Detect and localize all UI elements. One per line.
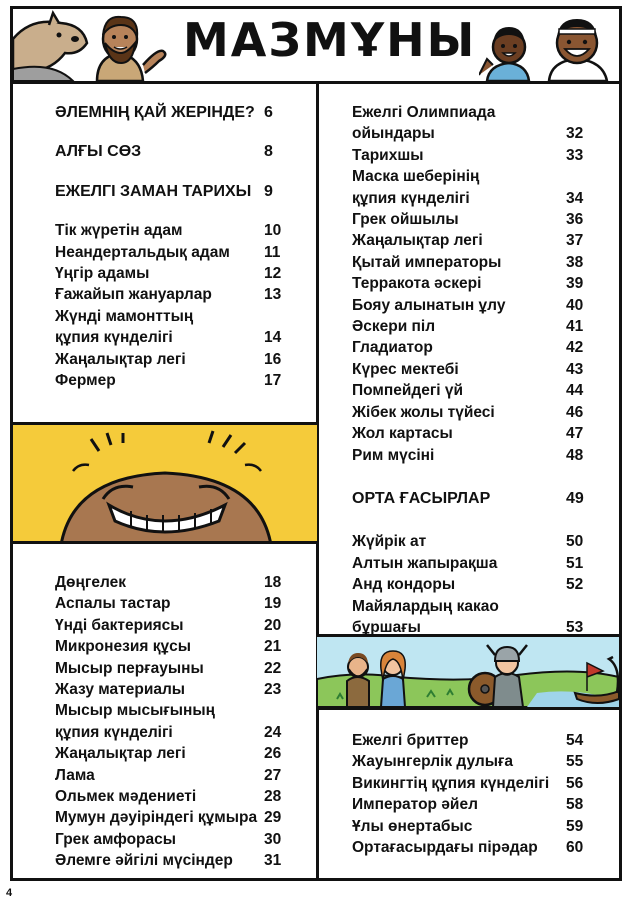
toc-entry[interactable]: Лама 27 xyxy=(55,766,282,784)
toc-entry[interactable]: Мысыр мысығының xyxy=(55,702,215,720)
toc-entry[interactable]: Үңгір адамы 12 xyxy=(55,265,282,283)
toc-entry[interactable]: Ежелгі Олимпиада xyxy=(352,104,496,121)
toc-entry[interactable]: Жол картасы 47 xyxy=(352,425,584,443)
toc-entry[interactable]: Жібек жолы түйесі 46 xyxy=(352,403,584,421)
toc-entry[interactable]: Дөңгелек 18 xyxy=(55,574,282,591)
toc-entry[interactable]: Грек ойшылы 36 xyxy=(352,211,584,229)
toc-entry-section[interactable]: ЕЖЕЛГІ ЗАМАН ТАРИХЫ 9 xyxy=(55,182,273,200)
toc-entry[interactable]: Тарихшы 33 xyxy=(352,146,584,164)
toc-entry[interactable]: Ұлы өнертабыс 59 xyxy=(352,817,584,835)
toc-entry[interactable]: Император әйел 58 xyxy=(352,796,584,814)
toc-entry[interactable]: құпия күнделігі 34 xyxy=(352,189,584,207)
toc-entry[interactable]: Жаңалықтар легі 26 xyxy=(55,745,282,763)
toc-left-top xyxy=(55,102,290,391)
toc-entry[interactable]: Грек амфорасы 30 xyxy=(55,830,282,848)
toc-entry[interactable]: Аспалы тастар 19 xyxy=(55,595,282,613)
toc-entry[interactable]: құпия күнделігі 14 xyxy=(55,329,282,347)
toc-entry-section[interactable]: ОРТА ҒАСЫРЛАР 49 xyxy=(352,489,584,507)
toc-entry[interactable]: бұршағы 53 xyxy=(352,618,584,636)
toc-entry[interactable]: Жаңалықтар легі 37 xyxy=(352,232,584,250)
toc-entry[interactable]: Үнді бактериясы 20 xyxy=(55,616,282,634)
toc-entry[interactable]: Микронезия құсы 21 xyxy=(55,638,282,656)
toc-entry[interactable]: Маска шеберінің xyxy=(352,168,480,186)
toc-entry[interactable]: Ольмек мәдениеті 28 xyxy=(55,788,282,806)
toc-entry[interactable]: Тік жүретін адам 10 xyxy=(55,222,282,240)
toc-entry[interactable]: Жазу материалы 23 xyxy=(55,681,282,699)
toc-entry[interactable]: Әлемге әйгілі мүсіндер 31 xyxy=(55,852,282,870)
toc-entry[interactable]: Жаңалықтар легі 16 xyxy=(55,350,282,368)
toc-entry-section[interactable]: АЛҒЫ СӨЗ 8 xyxy=(55,143,273,161)
toc-entry[interactable]: Күрес мектебі 43 xyxy=(352,360,584,378)
toc-entry[interactable]: Майялардың какао xyxy=(352,597,499,615)
toc-entry[interactable]: Рим мүсіні 48 xyxy=(352,446,584,464)
toc-entry[interactable]: Ежелгі бриттер 54 xyxy=(352,732,584,749)
toc-entry[interactable]: Мысыр перғауыны 22 xyxy=(55,659,282,677)
toc-right-bottom xyxy=(352,730,592,858)
toc-entry[interactable]: Терракота әскері 39 xyxy=(352,275,584,293)
toc-entry-section[interactable]: ӘЛЕМНІҢ ҚАЙ ЖЕРІНДЕ? 6 xyxy=(55,104,273,121)
toc-entry[interactable]: Фермер 17 xyxy=(55,372,282,390)
toc-entry[interactable]: Әскери піл 41 xyxy=(352,318,584,336)
page-number: 4 xyxy=(6,887,13,899)
toc-entry[interactable]: Неандертальдық адам 11 xyxy=(55,243,281,261)
toc-entry[interactable]: Анд кондоры 52 xyxy=(352,576,584,594)
toc-entry[interactable]: құпия күнделігі 24 xyxy=(55,723,282,741)
children-illustration xyxy=(479,9,619,81)
header-banner xyxy=(10,6,622,84)
toc-left-bottom xyxy=(55,572,290,872)
toc-entry[interactable]: Помпейдегі үй 44 xyxy=(352,382,584,400)
toc-entry[interactable]: Жауынгерлік дулыға 55 xyxy=(352,753,584,771)
smiling-face-panel xyxy=(10,422,317,544)
toc-entry[interactable]: ойындары 32 xyxy=(352,125,584,143)
viking-landscape-panel xyxy=(317,634,622,710)
vikings-illustration xyxy=(317,637,619,707)
toc-entry[interactable]: Бояу алынатын ұлу 40 xyxy=(352,296,584,314)
toc-entry[interactable]: Мумун дәуіріндегі құмыра 29 xyxy=(55,809,282,827)
toc-entry[interactable]: Қытай императоры 38 xyxy=(352,253,584,271)
toc-entry[interactable]: Гладиатор 42 xyxy=(352,339,584,357)
toc-entry[interactable]: Викингтің құпия күнделігі 56 xyxy=(352,774,584,792)
toc-entry[interactable]: Жүйрік ат 50 xyxy=(352,533,584,551)
page-title: МАЗМҰНЫ xyxy=(183,13,477,67)
toc-entry[interactable]: Алтын жапырақша 51 xyxy=(352,554,584,572)
caveman-and-animal-illustration xyxy=(13,9,183,81)
toc-entry[interactable]: Жүнді мамонттың xyxy=(55,307,194,325)
toc-entry[interactable]: Ғажайып жануарлар 13 xyxy=(55,286,282,304)
toc-right-top xyxy=(352,102,592,638)
toc-entry[interactable]: Ортағасырдағы пірәдар 60 xyxy=(352,839,584,857)
smiling-face-illustration xyxy=(13,425,317,541)
